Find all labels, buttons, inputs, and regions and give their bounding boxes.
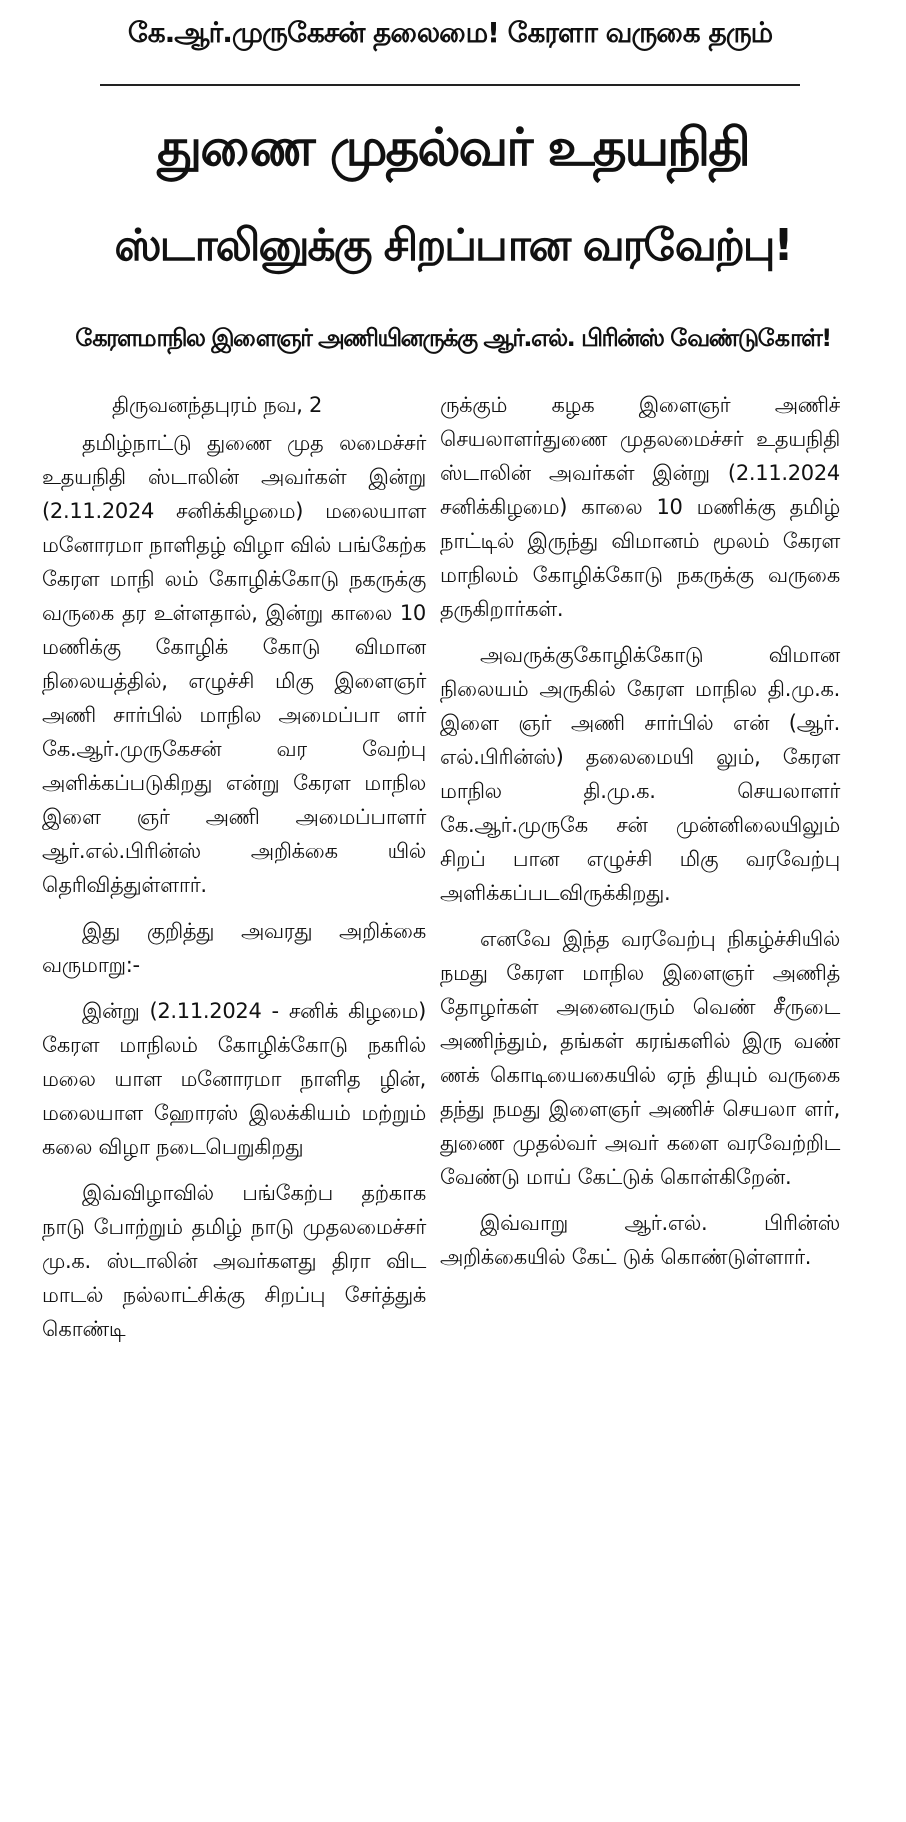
paragraph: தமிழ்நாட்டு துணை முத லமைச்சர் உதயநிதி ஸ்டாலின் அவர்கள் இன்று (2.11.2024 சனிக்கிழமை) மலையாள மனோரமா நாளிதழ் விழா வில் பங்கேற்க கேரள மாநி லம் கோழிக்கோடு நகருக்கு வருகை தர உள்ளதால், இன்று காலை 10 மணிக்கு கோழிக் கோடு விமான நிலையத்தில், எழுச்சி மிகு இளைஞர் அணி சார்பில் மாநில அமைப்பா ளர் கே.ஆர்.முருகேசன் வர வேற்பு அளிக்கப்படுகிறது என்று கேரள மாநில இளை ஞர் அணி அமைப்பாளர் ஆர்.எல்.பிரின்ஸ் அறிக்கை யில் தெரிவித்துள்ளார்.: [42, 431, 426, 897]
paragraph: இவ்விழாவில் பங்கேற்ப தற்காக நாடு போற்றும் தமிழ் நாடு முதலமைச்சர் மு.க. ஸ்டாலின் அவர்களது திரா விட மாடல் நல்லாட்சிக்கு சிறப்பு சேர்த்துக் கொண்டி: [42, 1181, 426, 1341]
paragraph: இன்று (2.11.2024 - சனிக் கிழமை) கேரள மாநிலம் கோழிக்கோடு நகரில் மலை யாள மனோரமா நாளித ழின், மலையாள ஹோரஸ் இலக்கியம் மற்றும் கலை விழா நடைபெறுகிறது: [42, 999, 426, 1159]
headline-line-2: ஸ்டாலினுக்கு சிறப்பான வரவேற்பு!: [114, 220, 792, 271]
subheadline: கேரளமாநில இளைஞர் அணியினருக்கு ஆர்.எல். பிரின்ஸ் வேண்டுகோள்!: [75, 324, 831, 352]
kicker-headline: கே.ஆர்.முருகேசன் தலைமை! கேரளா வருகை தரும்: [127, 16, 773, 49]
paragraph: இவ்வாறு ஆர்.எல். பிரின்ஸ் அறிக்கையில் கேட் டுக் கொண்டுள்ளார்.: [440, 1211, 840, 1269]
dateline: திருவனந்தபுரம் நவ, 2: [112, 393, 323, 417]
headline-line-1: துணை முதல்வர் உதயநிதி: [157, 118, 749, 178]
paragraph: இது குறித்து அவரது அறிக்கை வருமாறு:-: [42, 919, 426, 977]
paragraph: அவருக்குகோழிக்கோடு விமான நிலையம் அருகில் கேரள மாநில தி.மு.க. இளை ஞர் அணி சார்பில் என் (ஆர். எல்.பிரின்ஸ்) தலைமையி லும், கேரள மாநில தி.மு.க. செயலாளர் கே.ஆர்.முருகே சன் முன்னிலையிலும் சிறப் பான எழுச்சி மிகு வரவேற்பு அளிக்கப்படவிருக்கிறது.: [440, 643, 840, 905]
paragraph-continued: ருக்கும் கழக இளைஞர் அணிச் செயலாளர்துணை முதலமைச்சர் உதயநிதி ஸ்டாலின் அவர்கள் இன்று (2.11.2024 சனிக்கிழமை) காலை 10 மணிக்கு தமிழ் நாட்டில் இருந்து விமானம் மூலம் கேரள மாநிலம் கோழிக்கோடு நகருக்கு வருகை தருகிறார்கள்.: [440, 393, 840, 621]
kicker-rule: [100, 84, 800, 86]
article-column-right: [440, 388, 840, 1286]
article-column-left: [42, 388, 426, 1358]
paragraph: எனவே இந்த வரவேற்பு நிகழ்ச்சியில் நமது கேரள மாநில இளைஞர் அணித் தோழர்கள் அனைவரும் வெண் சீருடை அணிந்தும், தங்கள் கரங்களில் இரு வண் ணக் கொடியைகையில் ஏந் தியும் வருகை தந்து நமது இளைஞர் அணிச் செயலா ளர், துணை முதல்வர் அவர் களை வரவேற்றிட வேண்டு மாய் கேட்டுக் கொள்கிறேன்.: [440, 927, 840, 1189]
